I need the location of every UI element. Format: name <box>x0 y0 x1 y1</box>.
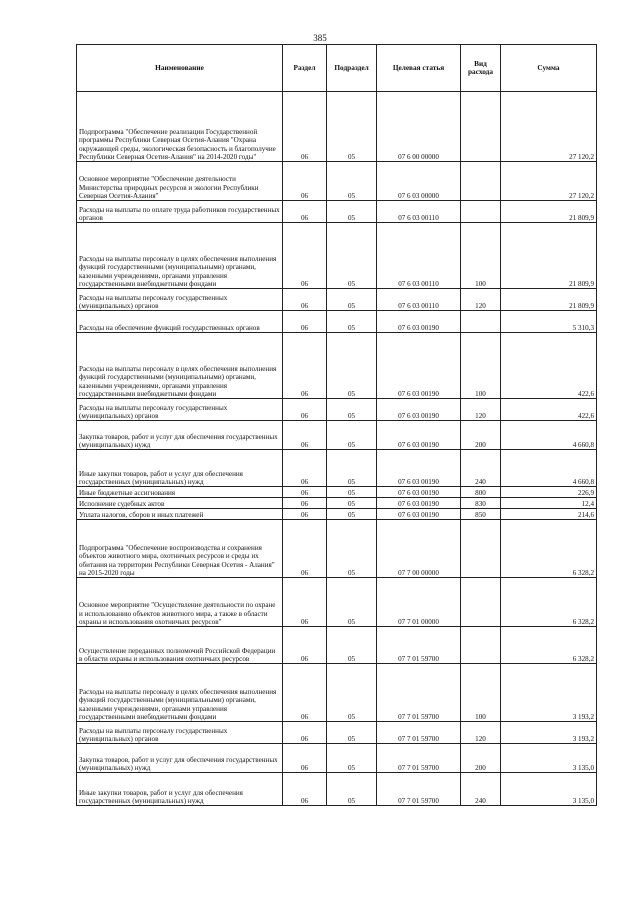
row-name: Иные бюджетные ассигнования <box>77 487 283 498</box>
row-sum: 226,9 <box>501 487 597 498</box>
table-row <box>77 450 597 487</box>
row-kind: 240 <box>461 773 501 806</box>
row-sum: 27 120,2 <box>501 92 597 162</box>
row-target: 07 7 01 59700 <box>377 664 461 722</box>
header-subsection: Подраздел <box>327 45 377 92</box>
row-subsection: 05 <box>327 311 377 333</box>
table-row <box>77 333 597 399</box>
row-sum: 21 809,9 <box>501 201 597 223</box>
row-target: 07 7 01 00000 <box>377 578 461 627</box>
row-target: 07 6 03 00110 <box>377 223 461 289</box>
row-subsection: 05 <box>327 627 377 664</box>
row-kind: 850 <box>461 509 501 520</box>
row-sum: 5 310,3 <box>501 311 597 333</box>
row-target: 07 6 03 00110 <box>377 201 461 223</box>
row-kind: 120 <box>461 289 501 311</box>
row-sum: 6 328,2 <box>501 520 597 578</box>
row-section: 06 <box>283 520 327 578</box>
row-name: Расходы на выплаты персоналу государственных (муниципальных) органов <box>77 399 283 421</box>
row-subsection: 05 <box>327 421 377 450</box>
row-target: 07 6 03 00190 <box>377 509 461 520</box>
row-subsection: 05 <box>327 333 377 399</box>
row-sum: 3 135,0 <box>501 773 597 806</box>
row-target: 07 6 03 00110 <box>377 289 461 311</box>
row-kind: 240 <box>461 450 501 487</box>
table-row <box>77 520 597 578</box>
row-subsection: 05 <box>327 773 377 806</box>
row-sum: 422,6 <box>501 399 597 421</box>
row-section: 06 <box>283 311 327 333</box>
row-name: Расходы на выплаты персоналу в целях обеспечения выполнения функций государственными (муниципальными) органами, казенными учреждениями, органами управления государственными внебюджетными фондами <box>77 664 283 722</box>
row-subsection: 05 <box>327 92 377 162</box>
row-section: 06 <box>283 289 327 311</box>
table-row <box>77 399 597 421</box>
row-kind <box>461 201 501 223</box>
page-number: 385 <box>313 33 327 43</box>
row-target: 07 7 01 59700 <box>377 744 461 773</box>
row-name: Подпрограмма "Обеспечение воспроизводства и сохранения объектов животного мира, охотничьих ресурсов и среды их обитания на территории Республики Северная Осетия - Алания" на 2015-2020 годы <box>77 520 283 578</box>
row-section: 06 <box>283 509 327 520</box>
row-subsection: 05 <box>327 162 377 201</box>
row-name: Расходы на выплаты по оплате труда работников государственных органов <box>77 201 283 223</box>
table-row <box>77 627 597 664</box>
row-target: 07 7 01 59700 <box>377 627 461 664</box>
row-subsection: 05 <box>327 487 377 498</box>
table-row <box>77 509 597 520</box>
row-name: Закупка товаров, работ и услуг для обеспечения государственных (муниципальных) нужд <box>77 421 283 450</box>
row-sum: 4 660,8 <box>501 421 597 450</box>
table-row <box>77 498 597 509</box>
row-kind: 200 <box>461 421 501 450</box>
row-sum: 21 809,9 <box>501 223 597 289</box>
table-row <box>77 744 597 773</box>
row-name: Расходы на выплаты персоналу государственных (муниципальных) органов <box>77 289 283 311</box>
row-section: 06 <box>283 487 327 498</box>
row-section: 06 <box>283 773 327 806</box>
row-subsection: 05 <box>327 450 377 487</box>
row-section: 06 <box>283 399 327 421</box>
row-name: Расходы на выплаты персоналу в целях обеспечения выполнения функций государственными (муниципальными) органами, казенными учреждениями, органами управления государственными внебюджетными фондами <box>77 333 283 399</box>
row-section: 06 <box>283 92 327 162</box>
header-sum: Сумма <box>501 45 597 92</box>
row-sum: 21 809,9 <box>501 289 597 311</box>
row-kind <box>461 92 501 162</box>
row-subsection: 05 <box>327 289 377 311</box>
row-sum: 422,6 <box>501 333 597 399</box>
row-kind: 830 <box>461 498 501 509</box>
row-subsection: 05 <box>327 578 377 627</box>
row-sum: 4 660,8 <box>501 450 597 487</box>
table-row <box>77 311 597 333</box>
row-target: 07 6 03 00190 <box>377 421 461 450</box>
table-row <box>77 92 597 162</box>
row-subsection: 05 <box>327 223 377 289</box>
row-section: 06 <box>283 162 327 201</box>
table-row <box>77 722 597 744</box>
row-sum: 214,6 <box>501 509 597 520</box>
table-row <box>77 162 597 201</box>
row-target: 07 7 00 00000 <box>377 520 461 578</box>
row-subsection: 05 <box>327 722 377 744</box>
table-row <box>77 487 597 498</box>
table-row <box>77 421 597 450</box>
row-subsection: 05 <box>327 201 377 223</box>
row-subsection: 05 <box>327 498 377 509</box>
row-name: Расходы на обеспечение функций государственных органов <box>77 311 283 333</box>
row-target: 07 6 03 00000 <box>377 162 461 201</box>
row-sum: 6 328,2 <box>501 627 597 664</box>
table-body <box>77 92 597 806</box>
row-section: 06 <box>283 421 327 450</box>
row-sum: 12,4 <box>501 498 597 509</box>
row-sum: 27 120,2 <box>501 162 597 201</box>
row-name: Уплата налогов, сборов и иных платежей <box>77 509 283 520</box>
table-header-row <box>77 45 597 92</box>
row-kind <box>461 162 501 201</box>
table-row <box>77 289 597 311</box>
budget-table <box>76 44 597 806</box>
row-section: 06 <box>283 201 327 223</box>
row-name: Закупка товаров, работ и услуг для обеспечения государственных (муниципальных) нужд <box>77 744 283 773</box>
row-section: 06 <box>283 664 327 722</box>
row-name: Осуществление переданных полномочий Российской Федерации в области охраны и использования охотничьих ресурсов <box>77 627 283 664</box>
row-name: Основное мероприятие "Обеспечение деятельности Министерства природных ресурсов и экологии Республики Северная Осетия-Алания" <box>77 162 283 201</box>
row-subsection: 05 <box>327 664 377 722</box>
row-kind: 100 <box>461 333 501 399</box>
row-section: 06 <box>283 578 327 627</box>
row-target: 07 7 01 59700 <box>377 773 461 806</box>
row-sum: 3 193,2 <box>501 722 597 744</box>
row-section: 06 <box>283 744 327 773</box>
row-sum: 6 328,2 <box>501 578 597 627</box>
row-target: 07 6 03 00190 <box>377 311 461 333</box>
row-target: 07 6 03 00190 <box>377 498 461 509</box>
header-section: Раздел <box>283 45 327 92</box>
row-target: 07 6 03 00190 <box>377 399 461 421</box>
row-subsection: 05 <box>327 520 377 578</box>
row-section: 06 <box>283 498 327 509</box>
row-kind: 120 <box>461 399 501 421</box>
row-name: Иные закупки товаров, работ и услуг для обеспечения государственных (муниципальных) нужд <box>77 450 283 487</box>
row-kind: 200 <box>461 744 501 773</box>
row-name: Основное мероприятие "Осуществление деятельности по охране и использованию объектов животного мира, а также в области охраны и использования охотничьих ресурсов" <box>77 578 283 627</box>
row-sum: 3 135,0 <box>501 744 597 773</box>
row-subsection: 05 <box>327 399 377 421</box>
row-kind <box>461 627 501 664</box>
table-row <box>77 223 597 289</box>
row-target: 07 6 03 00190 <box>377 333 461 399</box>
header-name: Наименование <box>77 45 283 92</box>
table-row <box>77 664 597 722</box>
row-target: 07 6 03 00190 <box>377 487 461 498</box>
row-kind: 800 <box>461 487 501 498</box>
row-section: 06 <box>283 627 327 664</box>
row-target: 07 7 01 59700 <box>377 722 461 744</box>
row-sum: 3 193,2 <box>501 664 597 722</box>
header-kind: Вид расхода <box>461 45 501 92</box>
row-section: 06 <box>283 223 327 289</box>
table-row <box>77 578 597 627</box>
row-kind: 100 <box>461 664 501 722</box>
row-kind <box>461 520 501 578</box>
row-kind <box>461 311 501 333</box>
row-kind: 120 <box>461 722 501 744</box>
row-kind <box>461 578 501 627</box>
row-subsection: 05 <box>327 744 377 773</box>
row-name: Исполнение судебных актов <box>77 498 283 509</box>
row-name: Иные закупки товаров, работ и услуг для обеспечения государственных (муниципальных) нужд <box>77 773 283 806</box>
row-section: 06 <box>283 450 327 487</box>
table-row <box>77 773 597 806</box>
row-name: Расходы на выплаты персоналу государственных (муниципальных) органов <box>77 722 283 744</box>
row-target: 07 6 03 00190 <box>377 450 461 487</box>
row-section: 06 <box>283 722 327 744</box>
row-target: 07 6 00 00000 <box>377 92 461 162</box>
table-row <box>77 201 597 223</box>
row-name: Расходы на выплаты персоналу в целях обеспечения выполнения функций государственными (муниципальными) органами, казенными учреждениями, органами управления государственными внебюджетными фондами <box>77 223 283 289</box>
row-name: Подпрограмма "Обеспечение реализации Государственной программы Республики Северная Осетия-Алания "Охрана окружающей среды, экологическая безопасность и благополучие Республики Северная Осетия-Алания" на 2014-2020 годы" <box>77 92 283 162</box>
row-section: 06 <box>283 333 327 399</box>
row-subsection: 05 <box>327 509 377 520</box>
header-target: Целевая статья <box>377 45 461 92</box>
row-kind: 100 <box>461 223 501 289</box>
